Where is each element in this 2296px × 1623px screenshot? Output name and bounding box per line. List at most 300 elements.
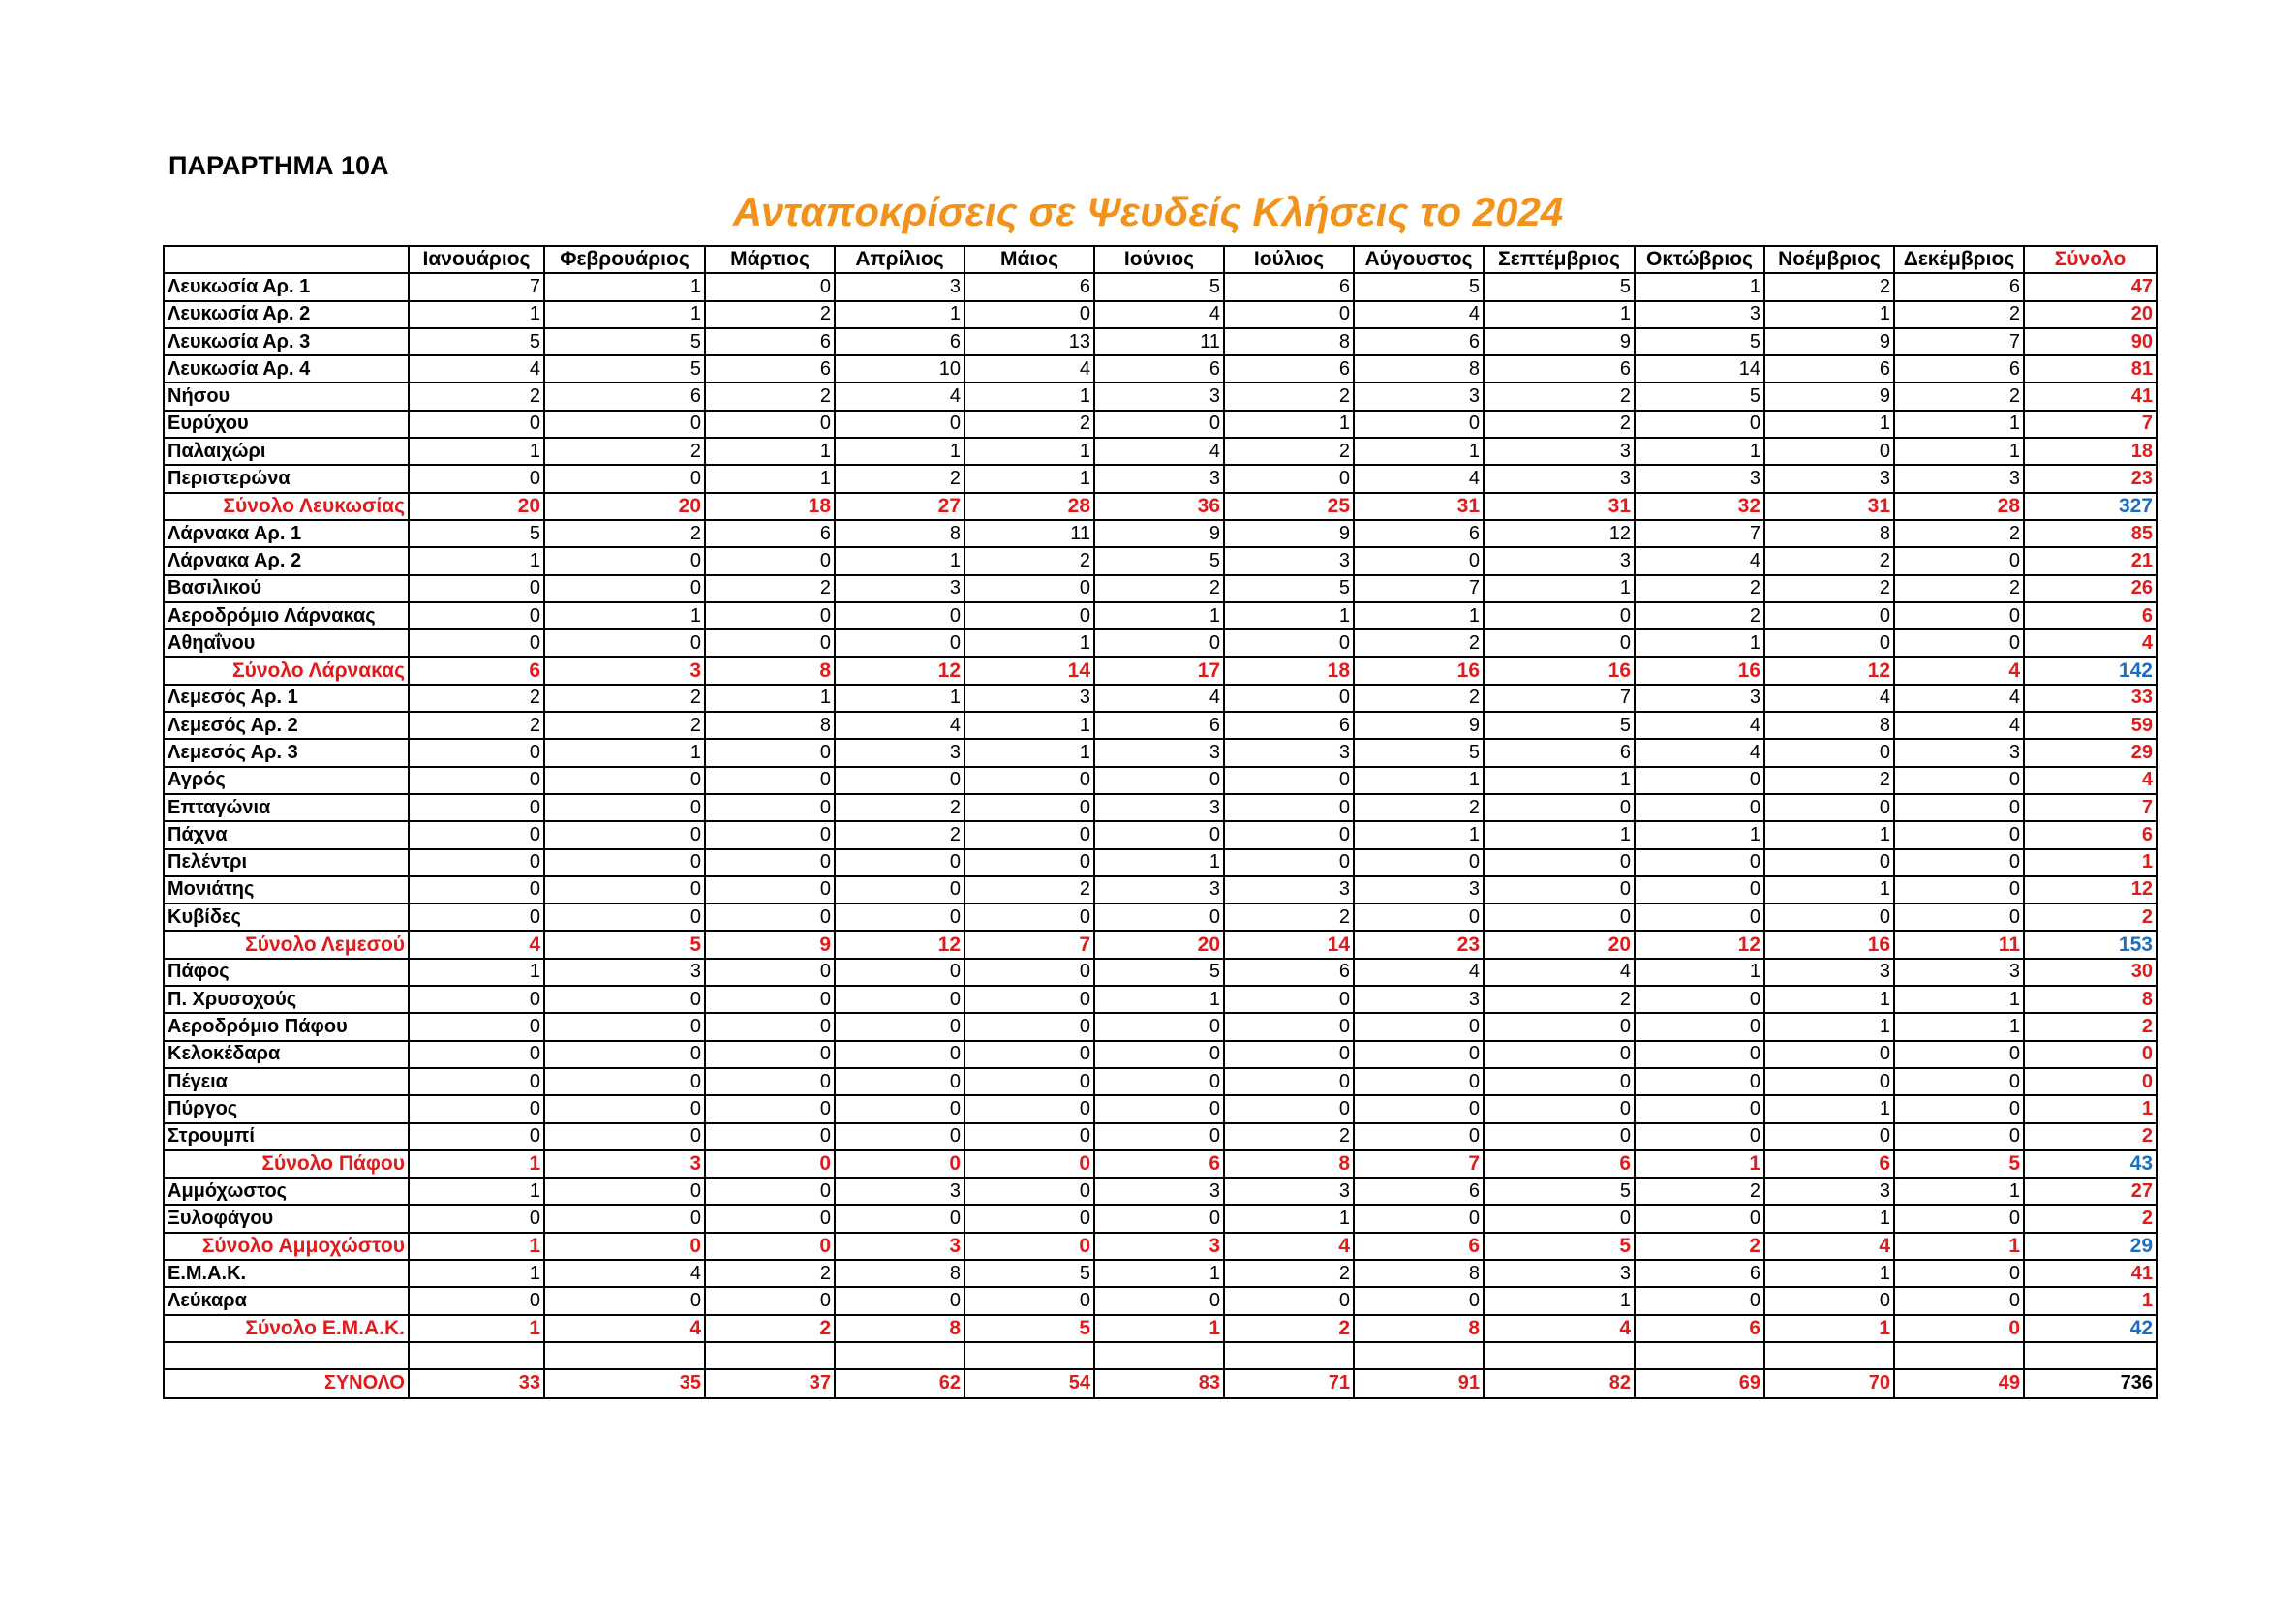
month-value: 0	[835, 602, 964, 629]
station-name: Πέγεια	[164, 1068, 409, 1095]
month-value: 3	[544, 657, 705, 684]
station-name: Αεροδρόμιο Πάφου	[164, 1013, 409, 1040]
month-value: 2	[1894, 520, 2024, 547]
month-value: 5	[544, 931, 705, 958]
month-value: 1	[409, 959, 544, 986]
month-value: 12	[1635, 931, 1764, 958]
table-row	[164, 849, 2157, 876]
row-total: 29	[2024, 739, 2157, 766]
month-value: 0	[1894, 547, 2024, 574]
month-value: 2	[835, 794, 964, 821]
month-value: 9	[1354, 712, 1484, 739]
month-value: 1	[1484, 821, 1635, 848]
empty-cell	[705, 1342, 835, 1369]
row-total: 21	[2024, 547, 2157, 574]
month-value: 1	[1224, 411, 1354, 438]
month-value: 1	[835, 547, 964, 574]
month-value: 12	[1484, 520, 1635, 547]
row-total: 59	[2024, 712, 2157, 739]
row-total: 2	[2024, 903, 2157, 931]
month-value: 0	[544, 1233, 705, 1260]
month-value: 2	[705, 1315, 835, 1342]
month-value: 0	[835, 629, 964, 657]
month-value: 0	[835, 849, 964, 876]
month-value: 3	[1484, 465, 1635, 492]
month-value: 0	[544, 1068, 705, 1095]
station-name: Αεροδρόμιο Λάρνακας	[164, 602, 409, 629]
month-value: 2	[409, 383, 544, 410]
month-value: 6	[835, 328, 964, 355]
month-value: 3	[1764, 1178, 1894, 1205]
station-name: Αθηαΐνου	[164, 629, 409, 657]
empty-cell	[964, 1342, 1094, 1369]
row-total: 18	[2024, 438, 2157, 465]
month-value: 10	[835, 355, 964, 383]
month-value: 3	[835, 575, 964, 602]
month-value: 0	[1484, 1095, 1635, 1122]
table-row	[164, 712, 2157, 739]
month-value: 2	[964, 876, 1094, 903]
month-value: 2	[1635, 1233, 1764, 1260]
header-month: Αύγουστος	[1354, 246, 1484, 273]
month-value: 2	[544, 438, 705, 465]
month-value: 6	[1894, 355, 2024, 383]
station-name: Σύνολο Ε.Μ.Α.Κ.	[164, 1315, 409, 1342]
month-value: 0	[1764, 1068, 1894, 1095]
month-value: 3	[1094, 383, 1224, 410]
month-value: 0	[1894, 821, 2024, 848]
month-value: 4	[1764, 685, 1894, 712]
month-value: 4	[1484, 1315, 1635, 1342]
month-value: 5	[1894, 1150, 2024, 1178]
month-value: 0	[1635, 767, 1764, 794]
month-value: 3	[1354, 383, 1484, 410]
month-value: 20	[544, 493, 705, 520]
month-value: 7	[1354, 575, 1484, 602]
table-row	[164, 1287, 2157, 1314]
month-value: 14	[1224, 931, 1354, 958]
month-value: 0	[544, 1123, 705, 1150]
month-value: 0	[544, 1287, 705, 1314]
month-value: 54	[964, 1369, 1094, 1398]
month-value: 0	[544, 849, 705, 876]
month-value: 0	[835, 1095, 964, 1122]
month-value: 4	[544, 1260, 705, 1287]
month-value: 16	[1484, 657, 1635, 684]
header-station	[164, 246, 409, 273]
month-value: 12	[835, 931, 964, 958]
month-value: 0	[705, 1013, 835, 1040]
row-total: 33	[2024, 685, 2157, 712]
month-value: 0	[1484, 1013, 1635, 1040]
month-value: 0	[1894, 1205, 2024, 1232]
month-value: 6	[1894, 273, 2024, 300]
month-value: 0	[1094, 1287, 1224, 1314]
row-total: 0	[2024, 1068, 2157, 1095]
month-value: 6	[409, 657, 544, 684]
month-value: 0	[409, 794, 544, 821]
month-value: 1	[1894, 1013, 2024, 1040]
month-value: 0	[1354, 411, 1484, 438]
table-row	[164, 959, 2157, 986]
month-value: 0	[705, 1233, 835, 1260]
month-value: 0	[544, 1041, 705, 1068]
month-value: 0	[835, 1150, 964, 1178]
month-value: 0	[1484, 602, 1635, 629]
month-value: 1	[409, 1150, 544, 1178]
row-total: 6	[2024, 602, 2157, 629]
month-value: 2	[1354, 685, 1484, 712]
month-value: 1	[964, 383, 1094, 410]
month-value: 12	[1764, 657, 1894, 684]
month-value: 1	[1484, 575, 1635, 602]
month-value: 0	[409, 1013, 544, 1040]
month-value: 0	[835, 1205, 964, 1232]
month-value: 8	[1354, 355, 1484, 383]
month-value: 1	[1635, 959, 1764, 986]
month-value: 0	[544, 767, 705, 794]
row-total: 327	[2024, 493, 2157, 520]
month-value: 0	[964, 767, 1094, 794]
month-value: 3	[1894, 959, 2024, 986]
month-value: 0	[705, 1068, 835, 1095]
month-value: 0	[1635, 1013, 1764, 1040]
table-row	[164, 1095, 2157, 1122]
row-total: 7	[2024, 411, 2157, 438]
month-value: 3	[1094, 794, 1224, 821]
subtotal-row	[164, 657, 2157, 684]
station-name: Λευκωσία Αρ. 4	[164, 355, 409, 383]
station-name: Π. Χρυσοχούς	[164, 986, 409, 1013]
month-value: 1	[1764, 301, 1894, 328]
month-value: 1	[1635, 821, 1764, 848]
table-row	[164, 794, 2157, 821]
month-value: 28	[964, 493, 1094, 520]
month-value: 0	[1224, 685, 1354, 712]
month-value: 0	[1224, 1013, 1354, 1040]
row-total: 8	[2024, 986, 2157, 1013]
month-value: 20	[1484, 931, 1635, 958]
month-value: 1	[409, 1233, 544, 1260]
empty-cell	[835, 1342, 964, 1369]
month-value: 0	[1354, 849, 1484, 876]
month-value: 6	[1224, 712, 1354, 739]
month-value: 31	[1354, 493, 1484, 520]
header-month: Ιούλιος	[1224, 246, 1354, 273]
empty-cell	[1764, 1342, 1894, 1369]
month-value: 1	[544, 301, 705, 328]
month-value: 2	[1224, 1315, 1354, 1342]
month-value: 2	[1354, 629, 1484, 657]
subtotal-row	[164, 1233, 2157, 1260]
month-value: 0	[409, 602, 544, 629]
month-value: 0	[1484, 1205, 1635, 1232]
month-value: 2	[1764, 575, 1894, 602]
table-row	[164, 629, 2157, 657]
month-value: 0	[409, 876, 544, 903]
row-total: 81	[2024, 355, 2157, 383]
month-value: 6	[705, 355, 835, 383]
month-value: 0	[1224, 1287, 1354, 1314]
month-value: 0	[964, 986, 1094, 1013]
month-value: 33	[409, 1369, 544, 1398]
month-value: 0	[705, 1178, 835, 1205]
month-value: 8	[1354, 1315, 1484, 1342]
month-value: 0	[1094, 629, 1224, 657]
month-value: 3	[1635, 465, 1764, 492]
month-value: 0	[1224, 629, 1354, 657]
month-value: 0	[1635, 1095, 1764, 1122]
month-value: 8	[705, 712, 835, 739]
month-value: 0	[1635, 794, 1764, 821]
month-value: 2	[1484, 383, 1635, 410]
month-value: 4	[1635, 712, 1764, 739]
month-value: 3	[1224, 739, 1354, 766]
month-value: 1	[544, 273, 705, 300]
month-value: 2	[1354, 794, 1484, 821]
row-total: 2	[2024, 1123, 2157, 1150]
month-value: 0	[1894, 629, 2024, 657]
row-total: 41	[2024, 383, 2157, 410]
month-value: 0	[1484, 1068, 1635, 1095]
month-value: 1	[705, 465, 835, 492]
month-value: 0	[835, 1013, 964, 1040]
month-value: 0	[1635, 1041, 1764, 1068]
month-value: 0	[1354, 1287, 1484, 1314]
row-total: 142	[2024, 657, 2157, 684]
table-row	[164, 821, 2157, 848]
row-total: 4	[2024, 629, 2157, 657]
month-value: 2	[544, 712, 705, 739]
month-value: 3	[1094, 1233, 1224, 1260]
month-value: 70	[1764, 1369, 1894, 1398]
table-row	[164, 1178, 2157, 1205]
month-value: 0	[705, 1095, 835, 1122]
month-value: 3	[835, 1233, 964, 1260]
header-month: Ιούνιος	[1094, 246, 1224, 273]
month-value: 2	[1764, 273, 1894, 300]
row-total: 27	[2024, 1178, 2157, 1205]
month-value: 1	[1635, 438, 1764, 465]
month-value: 0	[1484, 1041, 1635, 1068]
spacer-row	[164, 1342, 2157, 1369]
month-value: 8	[1224, 1150, 1354, 1178]
month-value: 32	[1635, 493, 1764, 520]
month-value: 6	[1354, 1178, 1484, 1205]
month-value: 6	[1224, 273, 1354, 300]
row-total: 1	[2024, 1287, 2157, 1314]
row-total: 6	[2024, 821, 2157, 848]
station-name: Πάφος	[164, 959, 409, 986]
month-value: 4	[409, 931, 544, 958]
month-value: 0	[409, 1041, 544, 1068]
month-value: 0	[544, 1095, 705, 1122]
month-value: 9	[1094, 520, 1224, 547]
month-value: 0	[964, 849, 1094, 876]
month-value: 9	[705, 931, 835, 958]
month-value: 0	[964, 821, 1094, 848]
month-value: 0	[705, 411, 835, 438]
month-value: 0	[835, 1068, 964, 1095]
month-value: 6	[1094, 712, 1224, 739]
table-row	[164, 903, 2157, 931]
month-value: 0	[964, 794, 1094, 821]
month-value: 2	[1764, 767, 1894, 794]
header-month: Μάρτιος	[705, 246, 835, 273]
month-value: 0	[544, 876, 705, 903]
table-row	[164, 301, 2157, 328]
month-value: 2	[544, 685, 705, 712]
month-value: 3	[835, 739, 964, 766]
month-value: 0	[1894, 1041, 2024, 1068]
month-value: 0	[1484, 903, 1635, 931]
row-total: 90	[2024, 328, 2157, 355]
month-value: 0	[1894, 1095, 2024, 1122]
header-month: Ιανουάριος	[409, 246, 544, 273]
table-row	[164, 876, 2157, 903]
month-value: 0	[964, 1233, 1094, 1260]
month-value: 14	[964, 657, 1094, 684]
month-value: 7	[1635, 520, 1764, 547]
month-value: 9	[1224, 520, 1354, 547]
month-value: 6	[1484, 355, 1635, 383]
month-value: 1	[1894, 411, 2024, 438]
month-value: 0	[409, 1205, 544, 1232]
month-value: 0	[1764, 903, 1894, 931]
month-value: 5	[409, 520, 544, 547]
month-value: 1	[1354, 821, 1484, 848]
month-value: 0	[1224, 986, 1354, 1013]
month-value: 2	[1224, 383, 1354, 410]
month-value: 2	[705, 383, 835, 410]
month-value: 2	[1224, 903, 1354, 931]
station-name: Παλαιχώρι	[164, 438, 409, 465]
month-value: 36	[1094, 493, 1224, 520]
month-value: 0	[705, 849, 835, 876]
month-value: 3	[1764, 465, 1894, 492]
month-value: 0	[409, 1068, 544, 1095]
month-value: 1	[1635, 629, 1764, 657]
month-value: 4	[1894, 712, 2024, 739]
month-value: 0	[964, 1095, 1094, 1122]
month-value: 1	[1764, 1315, 1894, 1342]
month-value: 11	[964, 520, 1094, 547]
month-value: 0	[1224, 1041, 1354, 1068]
row-total: 30	[2024, 959, 2157, 986]
month-value: 0	[705, 794, 835, 821]
table-row	[164, 1260, 2157, 1287]
month-value: 0	[1635, 1068, 1764, 1095]
month-value: 0	[1094, 1205, 1224, 1232]
month-value: 1	[1094, 602, 1224, 629]
month-value: 0	[835, 411, 964, 438]
month-value: 7	[1484, 685, 1635, 712]
month-value: 0	[409, 821, 544, 848]
month-value: 0	[835, 1041, 964, 1068]
month-value: 3	[1484, 438, 1635, 465]
header-month: Φεβρουάριος	[544, 246, 705, 273]
month-value: 0	[705, 1205, 835, 1232]
month-value: 4	[1094, 301, 1224, 328]
month-value: 0	[409, 575, 544, 602]
month-value: 2	[964, 547, 1094, 574]
month-value: 8	[1224, 328, 1354, 355]
month-value: 13	[964, 328, 1094, 355]
month-value: 0	[964, 1013, 1094, 1040]
month-value: 12	[835, 657, 964, 684]
month-value: 8	[1354, 1260, 1484, 1287]
month-value: 6	[1764, 355, 1894, 383]
month-value: 0	[544, 575, 705, 602]
month-value: 0	[705, 1041, 835, 1068]
month-value: 2	[409, 712, 544, 739]
month-value: 0	[705, 1123, 835, 1150]
month-value: 0	[835, 959, 964, 986]
month-value: 5	[1094, 547, 1224, 574]
month-value: 2	[705, 1260, 835, 1287]
month-value: 3	[1224, 876, 1354, 903]
month-value: 1	[1764, 876, 1894, 903]
month-value: 1	[409, 547, 544, 574]
table-row	[164, 1013, 2157, 1040]
month-value: 0	[705, 876, 835, 903]
table-row	[164, 602, 2157, 629]
month-value: 0	[1764, 438, 1894, 465]
table-row	[164, 383, 2157, 410]
month-value: 2	[1894, 301, 2024, 328]
month-value: 0	[544, 986, 705, 1013]
month-value: 1	[964, 739, 1094, 766]
row-total: 4	[2024, 767, 2157, 794]
month-value: 1	[705, 685, 835, 712]
month-value: 0	[1894, 903, 2024, 931]
empty-cell	[409, 1342, 544, 1369]
month-value: 1	[705, 438, 835, 465]
month-value: 0	[1894, 602, 2024, 629]
station-name: Λεύκαρα	[164, 1287, 409, 1314]
month-value: 71	[1224, 1369, 1354, 1398]
month-value: 1	[1764, 1095, 1894, 1122]
month-value: 0	[964, 1041, 1094, 1068]
month-value: 2	[964, 411, 1094, 438]
month-value: 3	[1894, 739, 2024, 766]
month-value: 3	[1354, 876, 1484, 903]
month-value: 2	[705, 301, 835, 328]
month-value: 3	[835, 273, 964, 300]
month-value: 3	[835, 1178, 964, 1205]
row-total: 85	[2024, 520, 2157, 547]
month-value: 0	[964, 575, 1094, 602]
month-value: 4	[835, 383, 964, 410]
month-value: 7	[409, 273, 544, 300]
month-value: 4	[1354, 465, 1484, 492]
month-value: 6	[1635, 1260, 1764, 1287]
empty-cell	[1894, 1342, 2024, 1369]
month-value: 4	[964, 355, 1094, 383]
station-name: Στρουμπί	[164, 1123, 409, 1150]
station-name: Λάρνακα Αρ. 2	[164, 547, 409, 574]
month-value: 5	[1484, 273, 1635, 300]
month-value: 0	[1354, 903, 1484, 931]
station-name: Λεμεσός Αρ. 1	[164, 685, 409, 712]
station-name: Κελοκέδαρα	[164, 1041, 409, 1068]
empty-cell	[1484, 1342, 1635, 1369]
month-value: 1	[964, 465, 1094, 492]
month-value: 0	[409, 903, 544, 931]
month-value: 0	[544, 794, 705, 821]
header-total: Σύνολο	[2024, 246, 2157, 273]
month-value: 5	[1354, 739, 1484, 766]
